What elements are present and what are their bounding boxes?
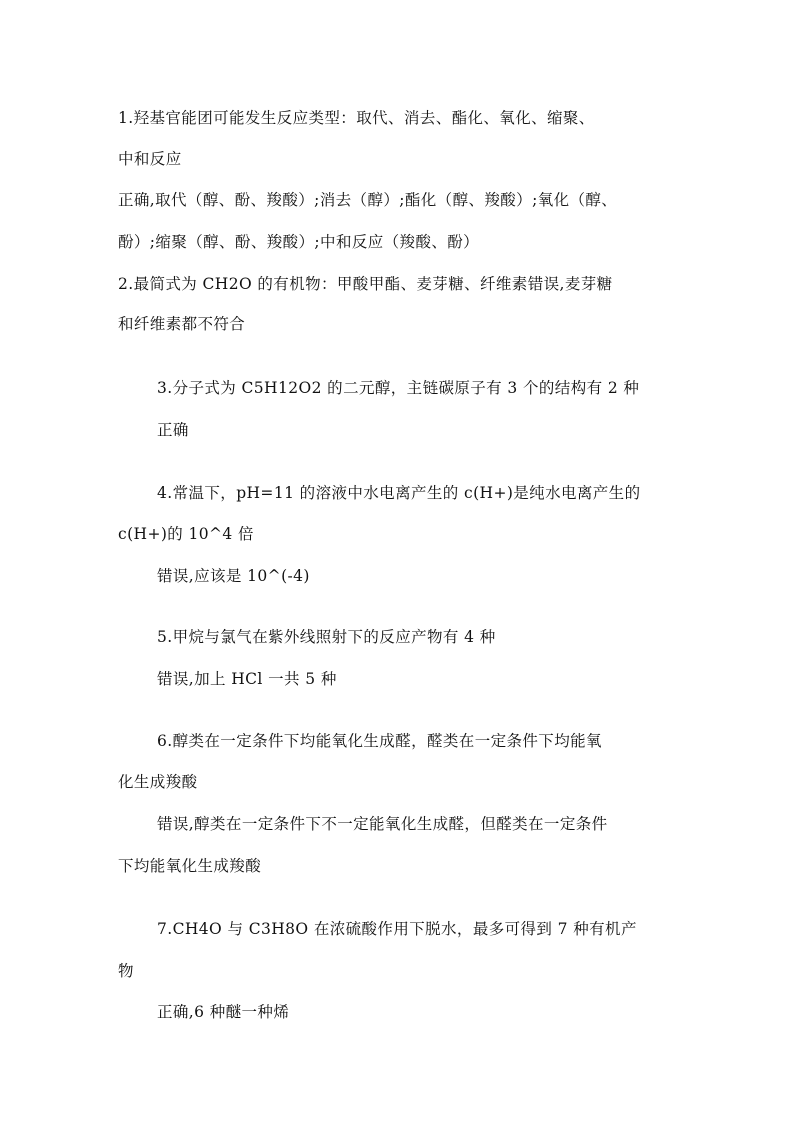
q4-text-line-1: 4.常温下，pH=11 的溶液中水电离产生的 c(H+)是纯水电离产生的 — [157, 484, 641, 502]
q5-answer: 错误,加上 HCl 一共 5 种 — [157, 670, 337, 688]
q1-answer-line-1: 正确,取代（醇、酚、羧酸）;消去（醇）;酯化（醇、羧酸）;氧化（醇、 — [118, 191, 618, 209]
q4-text-line-2: c(H+)的 10^4 倍 — [118, 525, 254, 543]
q7-text-line-2: 物 — [118, 962, 134, 980]
q1-answer-line-2: 酚）;缩聚（醇、酚、羧酸）;中和反应（羧酸、酚） — [118, 233, 480, 251]
q3-answer: 正确 — [157, 421, 189, 439]
q2-text-line-2: 和纤维素都不符合 — [118, 315, 246, 333]
q7-answer: 正确,6 种醚一种烯 — [157, 1003, 290, 1021]
q7-text-line-1: 7.CH4O 与 C3H8O 在浓硫酸作用下脱水，最多可得到 7 种有机产 — [157, 920, 637, 938]
q3-text: 3.分子式为 C5H12O2 的二元醇，主链碳原子有 3 个的结构有 2 种 — [157, 379, 640, 397]
q1-text-line-2: 中和反应 — [118, 150, 182, 168]
q6-answer-line-2: 下均能氧化生成羧酸 — [118, 857, 262, 875]
q1-text-line-1: 1.羟基官能团可能发生反应类型：取代、消去、酯化、氧化、缩聚、 — [118, 109, 595, 127]
q5-text: 5.甲烷与氯气在紫外线照射下的反应产物有 4 种 — [157, 628, 496, 646]
q2-text-line-1: 2.最简式为 CH2O 的有机物：甲酸甲酯、麦芽糖、纤维素错误,麦芽糖 — [118, 275, 613, 293]
q4-answer: 错误,应该是 10^(-4) — [157, 567, 310, 585]
q6-text-line-1: 6.醇类在一定条件下均能氧化生成醛，醛类在一定条件下均能氧 — [157, 732, 602, 750]
q6-text-line-2: 化生成羧酸 — [118, 773, 198, 791]
q6-answer-line-1: 错误,醇类在一定条件下不一定能氧化生成醛，但醛类在一定条件 — [157, 815, 608, 833]
